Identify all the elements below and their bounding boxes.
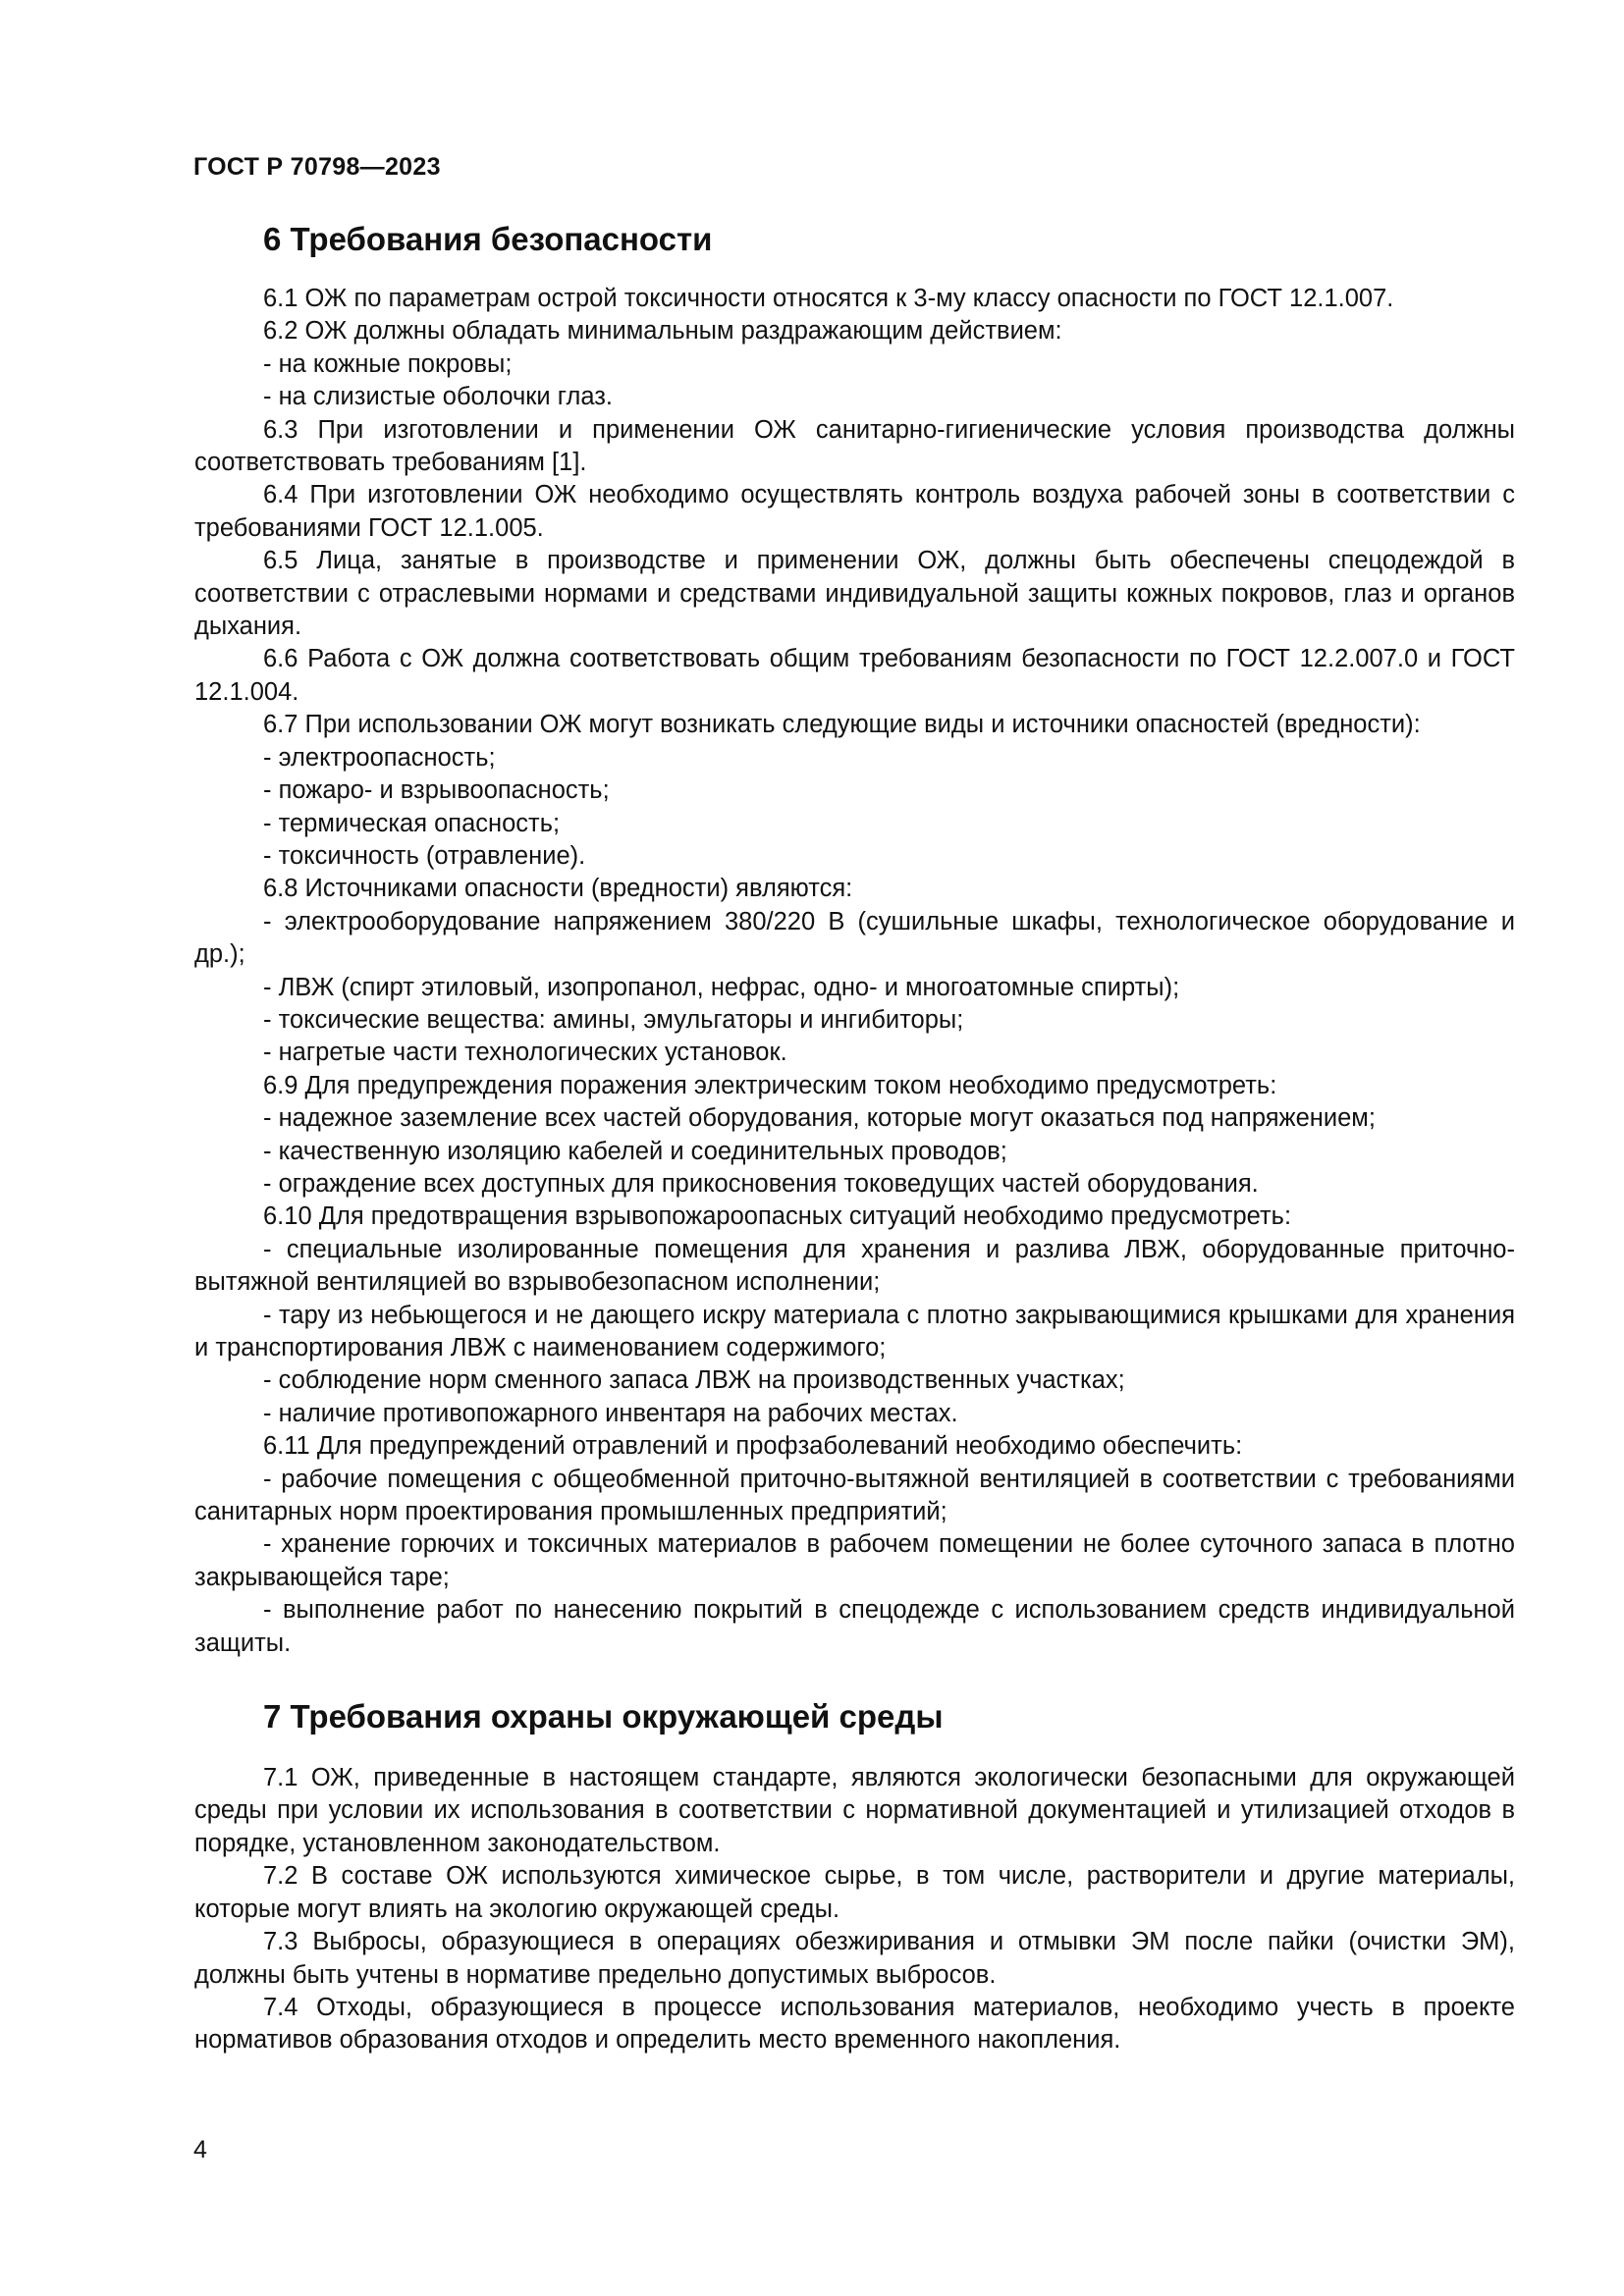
clause-paragraph: 6.11 Для предупреждений отравлений и профзаболеваний необходимо обеспечить:: [263, 1432, 1243, 1461]
list-item: - соблюдение норм сменного запаса ЛВЖ на производственных участках;: [263, 1366, 1125, 1395]
clause-paragraph: 6.7 При использовании ОЖ могут возникать следующие виды и источники опасностей (вредности):: [263, 711, 1421, 739]
clause-paragraph: 6.4 При изготовлении ОЖ необходимо осуществлять контроль воздуха рабочей зоны в соответствии с требованиями ГОСТ 12.1.005.: [194, 481, 1515, 542]
document-body: [194, 220, 1515, 2057]
list-item: - тару из небьющегося и не дающего искру материала с плотно закрывающимися крышками для хранения и транспортирования ЛВЖ с наименованием содержимого;: [194, 1301, 1515, 1362]
list-item: - электрооборудование напряжением 380/220 В (сушильные шкафы, технологическое оборудование и др.);: [194, 907, 1515, 969]
list-item: - рабочие помещения с общеобменной приточно-вытяжной вентиляцией в соответствии с требованиями санитарных норм проектирования промышленных предприятий;: [194, 1465, 1515, 1526]
list-item: - термическая опасность;: [263, 809, 561, 837]
list-item: - токсические вещества: амины, эмульгаторы и ингибиторы;: [263, 1005, 964, 1034]
list-item: - токсичность (отравление).: [263, 841, 586, 870]
list-item: - ЛВЖ (спирт этиловый, изопропанол, нефрас, одно- и многоатомные спирты);: [263, 973, 1180, 1001]
list-item: - ограждение всех доступных для прикосновения токоведущих частей оборудования.: [263, 1169, 1259, 1198]
clause-paragraph: 6.9 Для предупреждения поражения электрическим током необходимо предусмотреть:: [263, 1071, 1277, 1099]
section-7-body: [194, 1762, 1515, 2057]
list-item: - наличие противопожарного инвентаря на рабочих местах.: [263, 1399, 958, 1427]
list-item: - надежное заземление всех частей оборудования, которые могут оказаться под напряжением;: [263, 1104, 1376, 1133]
list-item: - пожаро- и взрывоопасность;: [263, 776, 610, 805]
list-item: - на кожные покровы;: [263, 349, 513, 378]
clause-paragraph: 6.10 Для предотвращения взрывопожароопасных ситуаций необходимо предусмотреть:: [263, 1202, 1292, 1231]
list-item: - нагретые части технологических установок.: [263, 1039, 787, 1067]
page-number: 4: [193, 2136, 207, 2163]
section-heading-6: 6 Требования безопасности: [263, 221, 713, 257]
clause-paragraph: 6.6 Работа с ОЖ должна соответствовать общим требованиям безопасности по ГОСТ 12.2.007.0 и ГОСТ 12.1.004.: [194, 645, 1515, 706]
clause-paragraph: 7.3 Выбросы, образующиеся в операциях обезжиривания и отмывки ЭМ после пайки (очистки ЭМ), должны быть учтены в нормативе предельно допустимых выбросов.: [194, 1928, 1515, 1989]
clause-paragraph: 6.8 Источниками опасности (вредности) являются:: [263, 875, 853, 903]
clause-paragraph: 6.5 Лица, занятые в производстве и применении ОЖ, должны быть обеспечены спецодеждой в соответствии с отраслевыми нормами и средствами индивидуальной защиты кожных покровов, глаз и органов дыхания.: [194, 547, 1515, 641]
section-6-body: [194, 283, 1515, 1660]
list-item: - электроопасность;: [263, 743, 496, 772]
list-item: - специальные изолированные помещения для хранения и разлива ЛВЖ, оборудованные приточно-вытяжной вентиляцией во взрывобезопасном исполнении;: [194, 1235, 1515, 1297]
document-header: ГОСТ Р 70798—2023: [193, 153, 441, 181]
clause-paragraph: 6.1 ОЖ по параметрам острой токсичности относятся к 3-му классу опасности по ГОСТ 12.1.007.: [263, 285, 1394, 312]
clause-paragraph: 7.2 В составе ОЖ используются химическое сырье, в том числе, растворители и другие материалы, которые могут влиять на экологию окружающей среды.: [194, 1862, 1515, 1923]
list-item: - качественную изоляцию кабелей и соединительных проводов;: [263, 1137, 1007, 1165]
section-heading-7: 7 Требования охраны окружающей среды: [263, 1698, 944, 1735]
clause-paragraph: 6.2 ОЖ должны обладать минимальным раздражающим действием:: [263, 317, 1062, 346]
clause-paragraph: 7.1 ОЖ, приведенные в настоящем стандарте, являются экологически безопасными для окружающей среды при условии их использования в соответствии с нормативной документацией и утилизацией отходов в порядке, установленном законодательством.: [194, 1764, 1515, 1857]
clause-paragraph: 7.4 Отходы, образующиеся в процессе использования материалов, необходимо учесть в проекте нормативов образования отходов и определить место временного накопления.: [194, 1993, 1515, 2055]
clause-paragraph: 6.3 При изготовлении и применении ОЖ санитарно-гигиенические условия производства должны соответствовать требованиям [1].: [194, 415, 1515, 477]
list-item: - на слизистые оболочки глаз.: [263, 383, 614, 411]
list-item: - выполнение работ по нанесению покрытий в спецодежде с использованием средств индивидуальной защиты.: [194, 1596, 1515, 1657]
list-item: - хранение горючих и токсичных материалов в рабочем помещении не более суточного запаса в плотно закрывающейся таре;: [194, 1530, 1515, 1591]
